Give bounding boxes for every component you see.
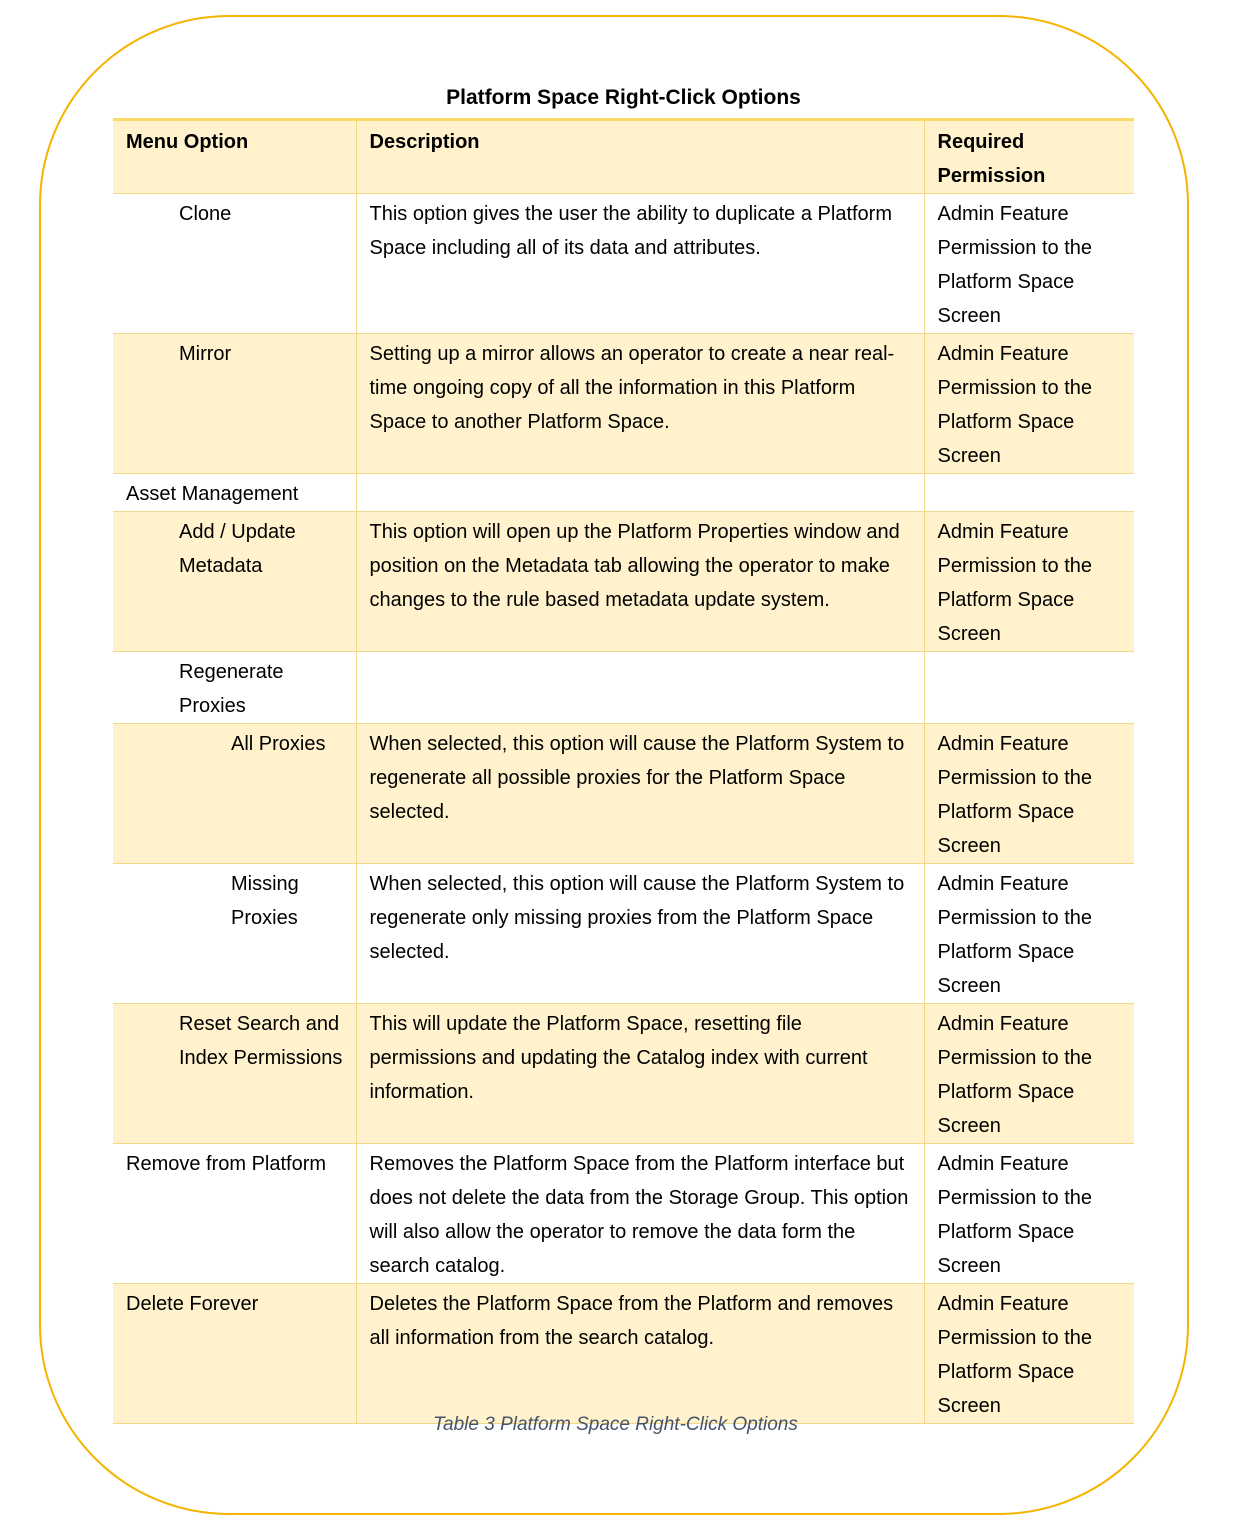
permission-cell: Admin Feature Permission to the Platform Space Screen: [924, 512, 1134, 652]
permission-cell: [924, 474, 1134, 512]
description-cell: When selected, this option will cause the Platform System to regenerate only missing proxies from the Platform Space selected.: [356, 864, 924, 1004]
option-cell: Mirror: [113, 334, 356, 474]
permission-cell: Admin Feature Permission to the Platform Space Screen: [924, 1284, 1134, 1424]
description-cell: [356, 474, 924, 512]
permission-cell: Admin Feature Permission to the Platform Space Screen: [924, 194, 1134, 334]
table-title: Platform Space Right-Click Options: [446, 86, 801, 109]
option-cell: Clone: [113, 194, 356, 334]
description-cell: Setting up a mirror allows an operator to create a near real-time ongoing copy of all the information in this Platform Space to another Platform Space.: [356, 334, 924, 474]
description-cell: [356, 652, 924, 724]
permission-cell: Admin Feature Permission to the Platform Space Screen: [924, 724, 1134, 864]
description-cell: When selected, this option will cause the Platform System to regenerate all possible proxies for the Platform Space selected.: [356, 724, 924, 864]
description-cell: Removes the Platform Space from the Platform interface but does not delete the data from the Storage Group. This option will also allow the operator to remove the data form the search catalog.: [356, 1144, 924, 1284]
description-cell: This option gives the user the ability to duplicate a Platform Space including all of its data and attributes.: [356, 194, 924, 334]
description-cell: This will update the Platform Space, resetting file permissions and updating the Catalog index with current information.: [356, 1004, 924, 1144]
option-cell: Add / Update Metadata: [113, 512, 356, 652]
option-cell: Remove from Platform: [113, 1144, 356, 1284]
table-row: [113, 652, 1134, 724]
permission-cell: Admin Feature Permission to the Platform Space Screen: [924, 1004, 1134, 1144]
permission-cell: Admin Feature Permission to the Platform Space Screen: [924, 1144, 1134, 1284]
header-menu-option: Menu Option: [113, 120, 356, 194]
option-cell: Delete Forever: [113, 1284, 356, 1424]
header-required-permission: Required Permission: [924, 120, 1134, 194]
header-row: [113, 120, 1134, 194]
option-cell: All Proxies: [113, 724, 356, 864]
permission-cell: Admin Feature Permission to the Platform Space Screen: [924, 864, 1134, 1004]
table-row: [113, 1004, 1134, 1144]
option-cell: Reset Search and Index Permissions: [113, 1004, 356, 1144]
table-row: [113, 474, 1134, 512]
table-row: [113, 1144, 1134, 1284]
table-caption: Table 3 Platform Space Right-Click Options: [433, 1414, 798, 1435]
table-row: [113, 194, 1134, 334]
table-row: [113, 1284, 1134, 1424]
options-table: [113, 118, 1134, 1424]
table-row: [113, 512, 1134, 652]
table-row: [113, 864, 1134, 1004]
option-cell: Asset Management: [113, 474, 356, 512]
description-cell: Deletes the Platform Space from the Platform and removes all information from the search catalog.: [356, 1284, 924, 1424]
description-cell: This option will open up the Platform Properties window and position on the Metadata tab allowing the operator to make changes to the rule based metadata update system.: [356, 512, 924, 652]
option-cell: Missing Proxies: [113, 864, 356, 1004]
option-cell: Regenerate Proxies: [113, 652, 356, 724]
permission-cell: Admin Feature Permission to the Platform Space Screen: [924, 334, 1134, 474]
header-description: Description: [356, 120, 924, 194]
table-row: [113, 724, 1134, 864]
permission-cell: [924, 652, 1134, 724]
table-row: [113, 334, 1134, 474]
